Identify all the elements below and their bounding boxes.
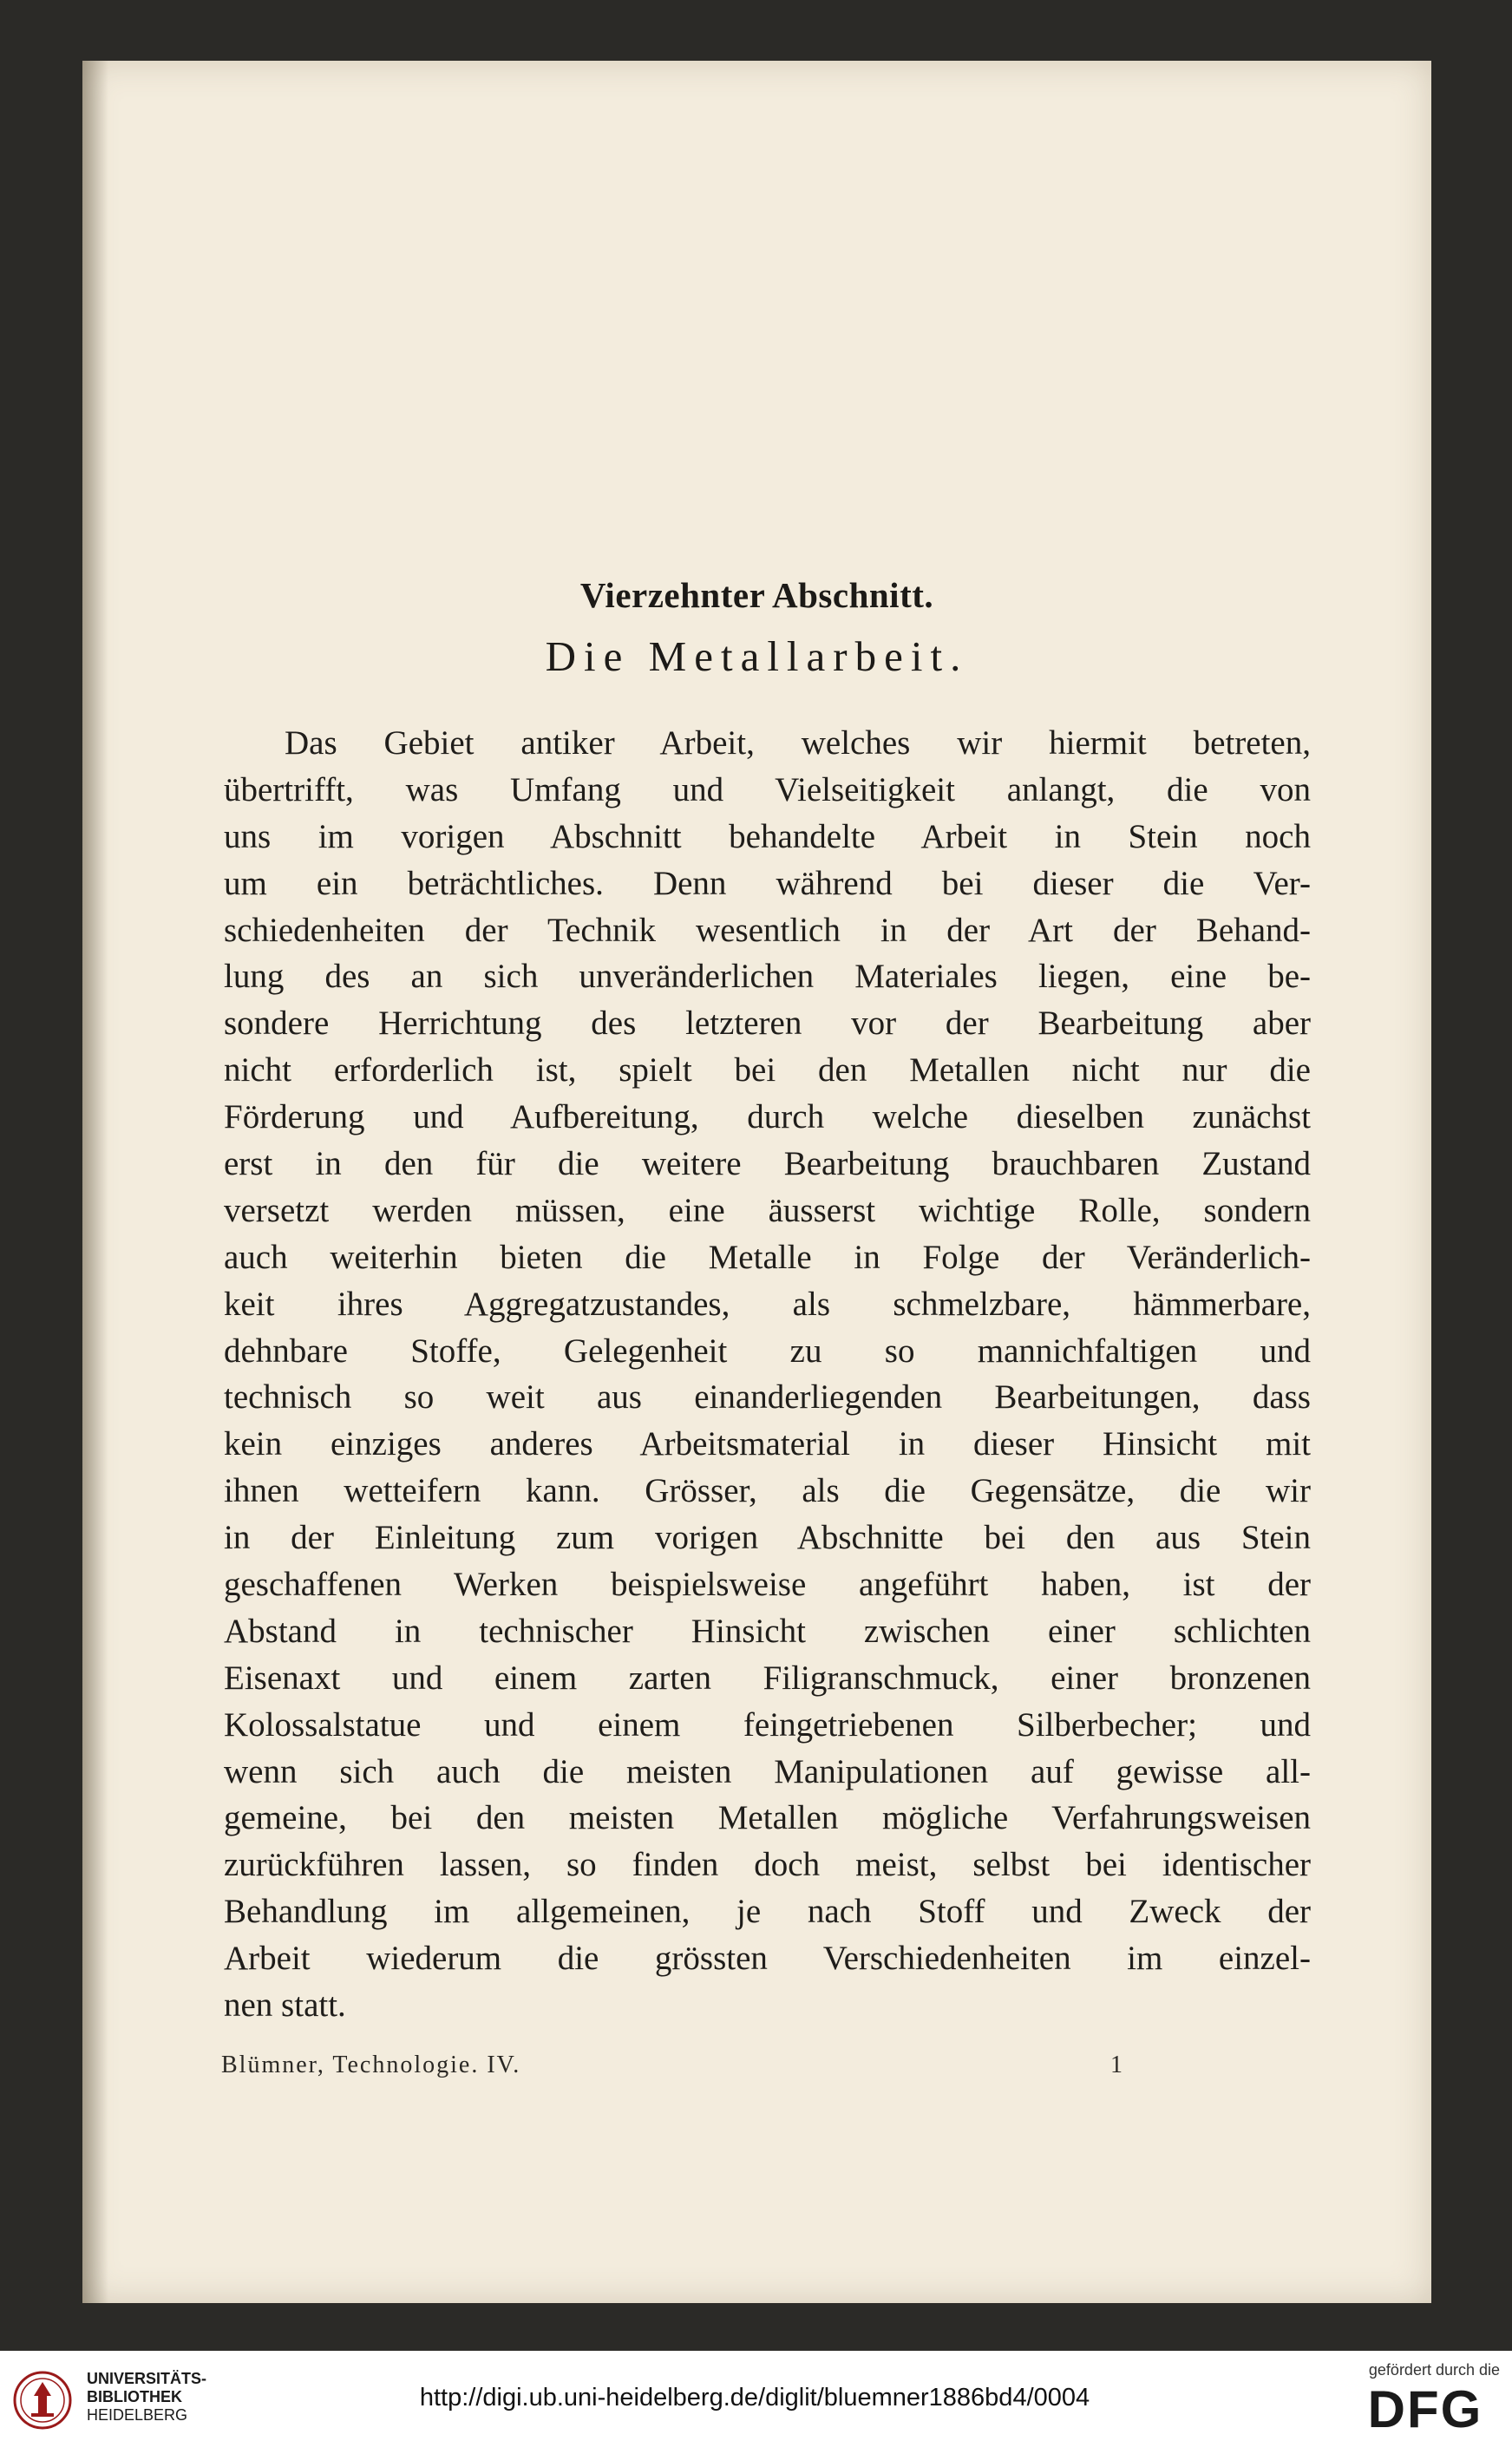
permalink-url[interactable]: http://digi.ub.uni-heidelberg.de/diglit/bluemner1886bd4/0004 (419, 2384, 1090, 2412)
body-line: wenn sich auch die meisten Manipulationen auf gewisse all- (224, 1752, 1311, 1790)
body-line: Förderung und Aufbereitung, durch welche dieselben zunächst (224, 1098, 1311, 1136)
body-line: lung des an sich unveränderlichen Materiales liegen, eine be- (224, 958, 1311, 996)
body-line: schiedenheiten der Technik wesentlich in der Art der Behand- (224, 911, 1311, 949)
funded-by-label: gefördert durch die (1368, 2361, 1500, 2379)
institution-name (87, 2370, 206, 2425)
body-line: geschaffenen Werken beispielsweise angeführt haben, ist der (224, 1566, 1311, 1604)
institution-line: UNIVERSITÄTS- (87, 2370, 207, 2387)
body-line: versetzt werden müssen, eine äusserst wichtige Rolle, sondern (224, 1191, 1311, 1229)
page-footer (221, 2052, 1132, 2079)
body-line: Kolossalstatue und einem feingetriebenen Silberbecher; und (224, 1705, 1311, 1744)
book-page (82, 61, 1431, 2303)
body-line: ihnen wetteifern kann. Grösser, als die Gegensätze, die wir (224, 1472, 1311, 1510)
body-line: zurückführen lassen, so finden doch meist, selbst bei identischer (224, 1846, 1311, 1884)
body-line: auch weiterhin bieten die Metalle in Folge der Veränderlich- (224, 1238, 1311, 1276)
body-line: Eisenaxt und einem zarten Filigranschmuck, einer bronzenen (224, 1659, 1311, 1697)
gutter-shadow (82, 61, 108, 2303)
body-line: kein einziges anderes Arbeitsmaterial in dieser Hinsicht mit (224, 1425, 1311, 1463)
body-line: nicht erforderlich ist, spielt bei den Metallen nicht nur die (224, 1051, 1311, 1090)
library-bar (0, 2351, 1512, 2441)
body-line: Arbeit wiederum die grössten Verschiedenheiten im einzel- (224, 1940, 1311, 1978)
body-line: keit ihres Aggregatzustandes, als schmelzbare, hämmerbare, (224, 1285, 1311, 1323)
body-line: um ein beträchtliches. Denn während bei dieser die Ver- (224, 864, 1311, 902)
body-line: in der Einleitung zum vorigen Abschnitte bei den aus Stein (224, 1519, 1311, 1557)
institution-line: BIBLIOTHEK (87, 2388, 182, 2405)
footer-signature: 1 (1110, 2052, 1123, 2078)
body-line: Abstand in technischer Hinsicht zwischen einer schlichten (224, 1612, 1311, 1650)
body-line: Behandlung im allgemeinen, je nach Stoff und Zweck der (224, 1893, 1311, 1931)
footer-author: Blümner, Technologie. IV. (221, 2052, 521, 2078)
body-line: dehnbare Stoffe, Gelegenheit zu so mannichfaltigen und (224, 1332, 1311, 1370)
body-line: übertrifft, was Umfang und Vielseitigkeit anlangt, die von (224, 770, 1311, 808)
university-seal-icon (12, 2370, 73, 2431)
body-line: gemeine, bei den meisten Metallen mögliche Verfahrungsweisen (224, 1799, 1311, 1837)
body-line: nen statt. (224, 1986, 346, 2025)
chapter-title: Die Metallarbeit. (545, 632, 969, 680)
dfg-logo-text: DFG (1367, 2384, 1483, 2434)
body-line: erst in den für die weitere Bearbeitung brauchbaren Zustand (224, 1145, 1311, 1183)
body-line: technisch so weit aus einanderliegenden Bearbeitungen, dass (224, 1378, 1311, 1417)
body-text (224, 720, 1311, 2029)
institution-line: HEIDELBERG (87, 2406, 188, 2424)
section-heading: Vierzehnter Abschnitt. (579, 575, 934, 615)
body-line: Das Gebiet antiker Arbeit, welches wir hiermit betreten, (285, 724, 1311, 762)
body-line: sondere Herrichtung des letzteren vor der Bearbeitung aber (224, 1005, 1311, 1043)
dfg-logo-icon (1351, 2384, 1500, 2434)
body-line: uns im vorigen Abschnitt behandelte Arbeit in Stein noch (224, 817, 1311, 855)
